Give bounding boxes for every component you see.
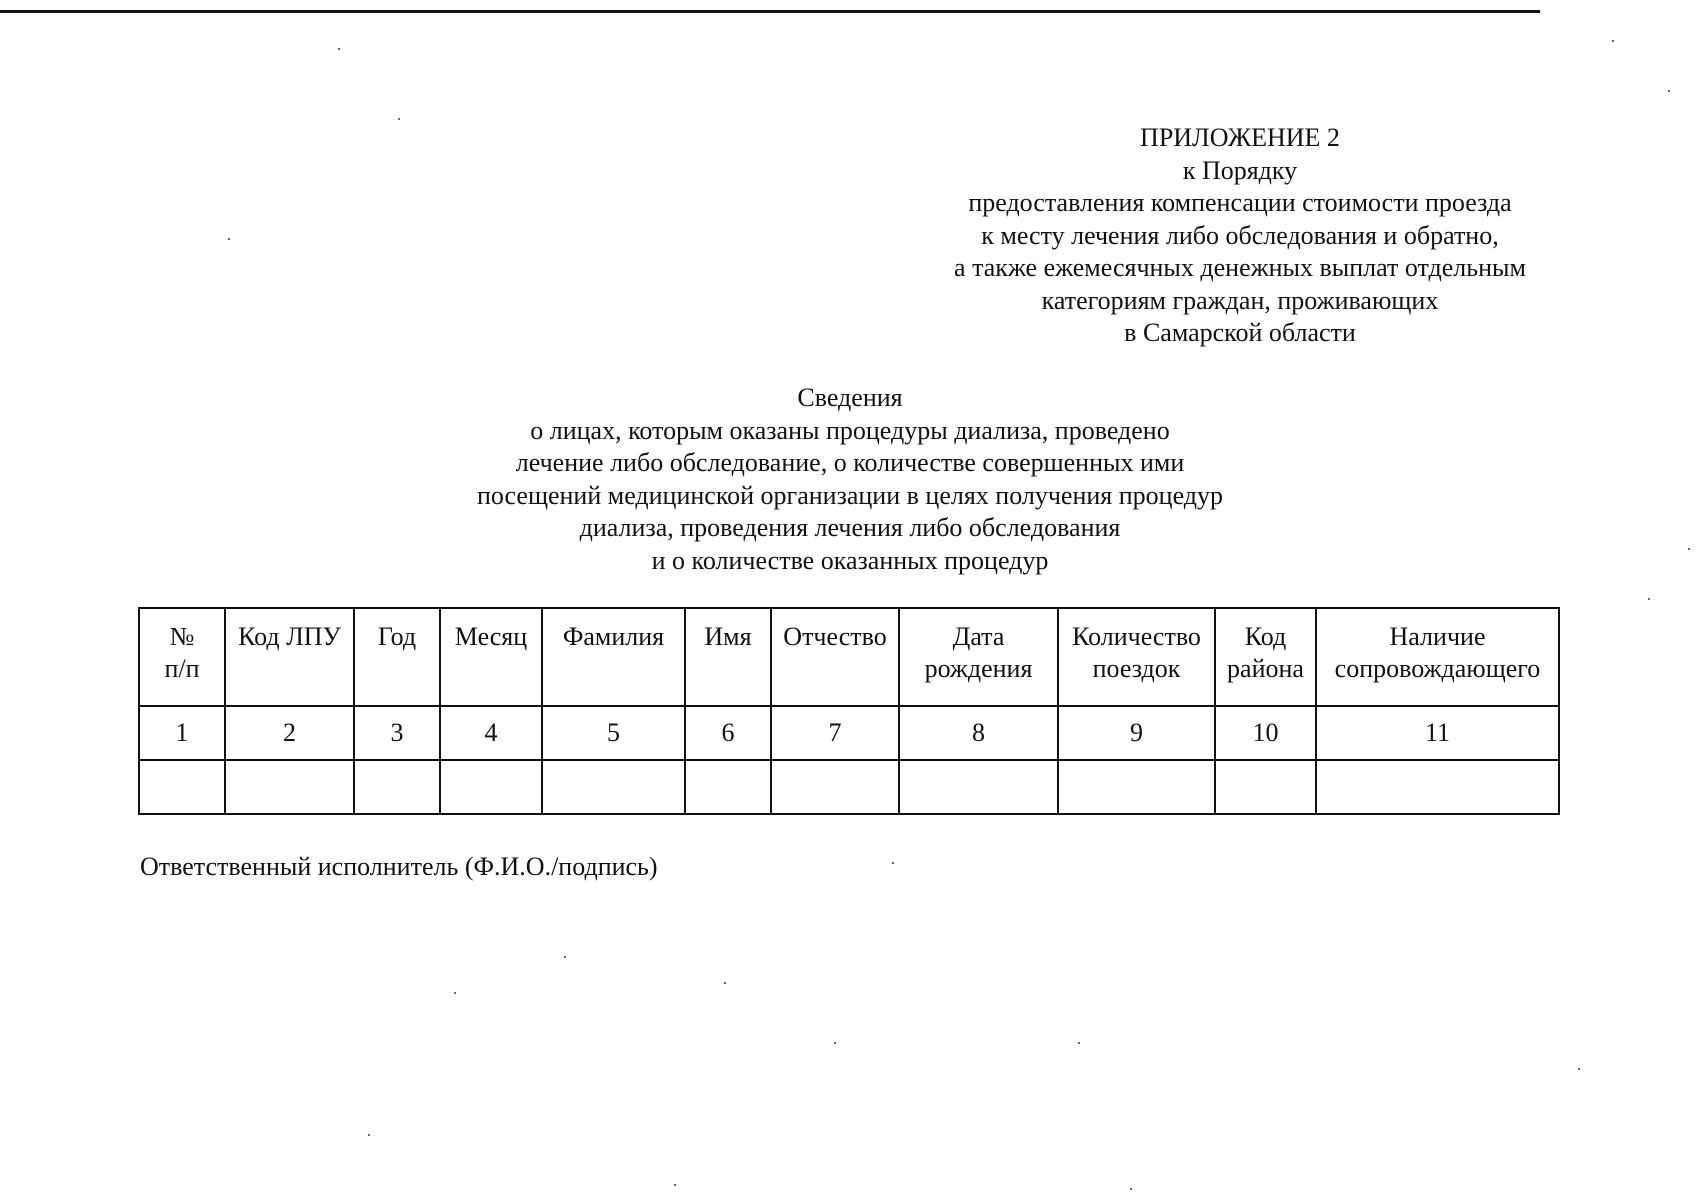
appendix-line: ПРИЛОЖЕНИЕ 2: [1140, 123, 1340, 152]
scan-speck: [1688, 548, 1690, 550]
appendix-header: [900, 122, 1580, 350]
column-number-cell: 5: [542, 706, 685, 760]
column-header: № п/п: [139, 608, 225, 706]
appendix-line: категориям граждан, проживающих: [1041, 285, 1439, 315]
appendix-line: а также ежемесячных денежных выплат отдельным: [954, 253, 1526, 282]
table-cell: [139, 760, 225, 814]
scan-speck: [1648, 598, 1650, 600]
column-header: Дата рождения: [899, 608, 1058, 706]
title-line: посещений медицинской организации в целях получения процедур: [476, 480, 1223, 510]
column-header: Отчество: [771, 608, 899, 706]
column-header: Код района: [1215, 608, 1316, 706]
column-header: Месяц: [440, 608, 542, 706]
table-cell: [225, 760, 354, 814]
column-number-cell: 4: [440, 706, 542, 760]
column-number-cell: 11: [1316, 706, 1559, 760]
scan-speck: [1130, 1188, 1132, 1190]
scan-speck: [834, 1042, 836, 1044]
scan-speck: [1078, 1042, 1080, 1044]
column-header: Год: [354, 608, 440, 706]
table-cell: [542, 760, 685, 814]
table-cell: [354, 760, 440, 814]
table-cell: [1215, 760, 1316, 814]
title-line: диализа, проведения лечения либо обследования: [579, 513, 1121, 542]
scan-speck: [398, 118, 400, 120]
scan-speck: [674, 1184, 676, 1186]
scan-speck: [368, 1134, 370, 1136]
column-number-cell: 8: [899, 706, 1058, 760]
column-number-cell: 1: [139, 706, 225, 760]
title-line: лечение либо обследование, о количестве совершенных ими: [515, 448, 1185, 477]
appendix-line: в Самарской области: [1124, 318, 1356, 347]
records-table: [138, 607, 1560, 815]
scan-speck: [892, 862, 894, 864]
table-row: [139, 760, 1559, 814]
column-header: Код ЛПУ: [225, 608, 354, 706]
scan-speck: [564, 956, 566, 958]
column-number-cell: 9: [1058, 706, 1215, 760]
table-cell: [1058, 760, 1215, 814]
column-number-cell: 10: [1215, 706, 1316, 760]
title-line: и о количестве оказанных процедур: [651, 545, 1049, 575]
appendix-line: к Порядку: [1182, 155, 1298, 185]
table-cell: [440, 760, 542, 814]
scan-speck: [724, 982, 726, 984]
responsible-executor-line: Ответственный исполнитель (Ф.И.О./подпись): [140, 852, 658, 881]
document-title: [400, 382, 1300, 577]
scan-speck: [454, 992, 456, 994]
table-cell: [1316, 760, 1559, 814]
scan-speck: [1668, 90, 1670, 92]
column-number-cell: 6: [685, 706, 771, 760]
table-header-row: [139, 608, 1559, 706]
column-number-cell: 3: [354, 706, 440, 760]
column-number-cell: 2: [225, 706, 354, 760]
title-line: о лицах, которым оказаны процедуры диализа, проведено: [530, 415, 1170, 445]
table-cell: [899, 760, 1058, 814]
scan-speck: [338, 48, 340, 50]
column-number-row: [139, 706, 1559, 760]
scan-speck: [1578, 1068, 1580, 1070]
table-cell: [771, 760, 899, 814]
appendix-line: к месту лечения либо обследования и обратно,: [981, 220, 1499, 250]
column-header: Имя: [685, 608, 771, 706]
scan-speck: [228, 238, 230, 240]
column-header: Фамилия: [542, 608, 685, 706]
column-header: Наличие сопровождающего: [1316, 608, 1559, 706]
column-number-cell: 7: [771, 706, 899, 760]
appendix-line: предоставления компенсации стоимости проезда: [968, 188, 1512, 217]
top-border-rule: [0, 10, 1540, 13]
column-header: Количество поездок: [1058, 608, 1215, 706]
title-line: Сведения: [797, 383, 903, 412]
table-cell: [685, 760, 771, 814]
scan-speck: [1612, 40, 1614, 42]
